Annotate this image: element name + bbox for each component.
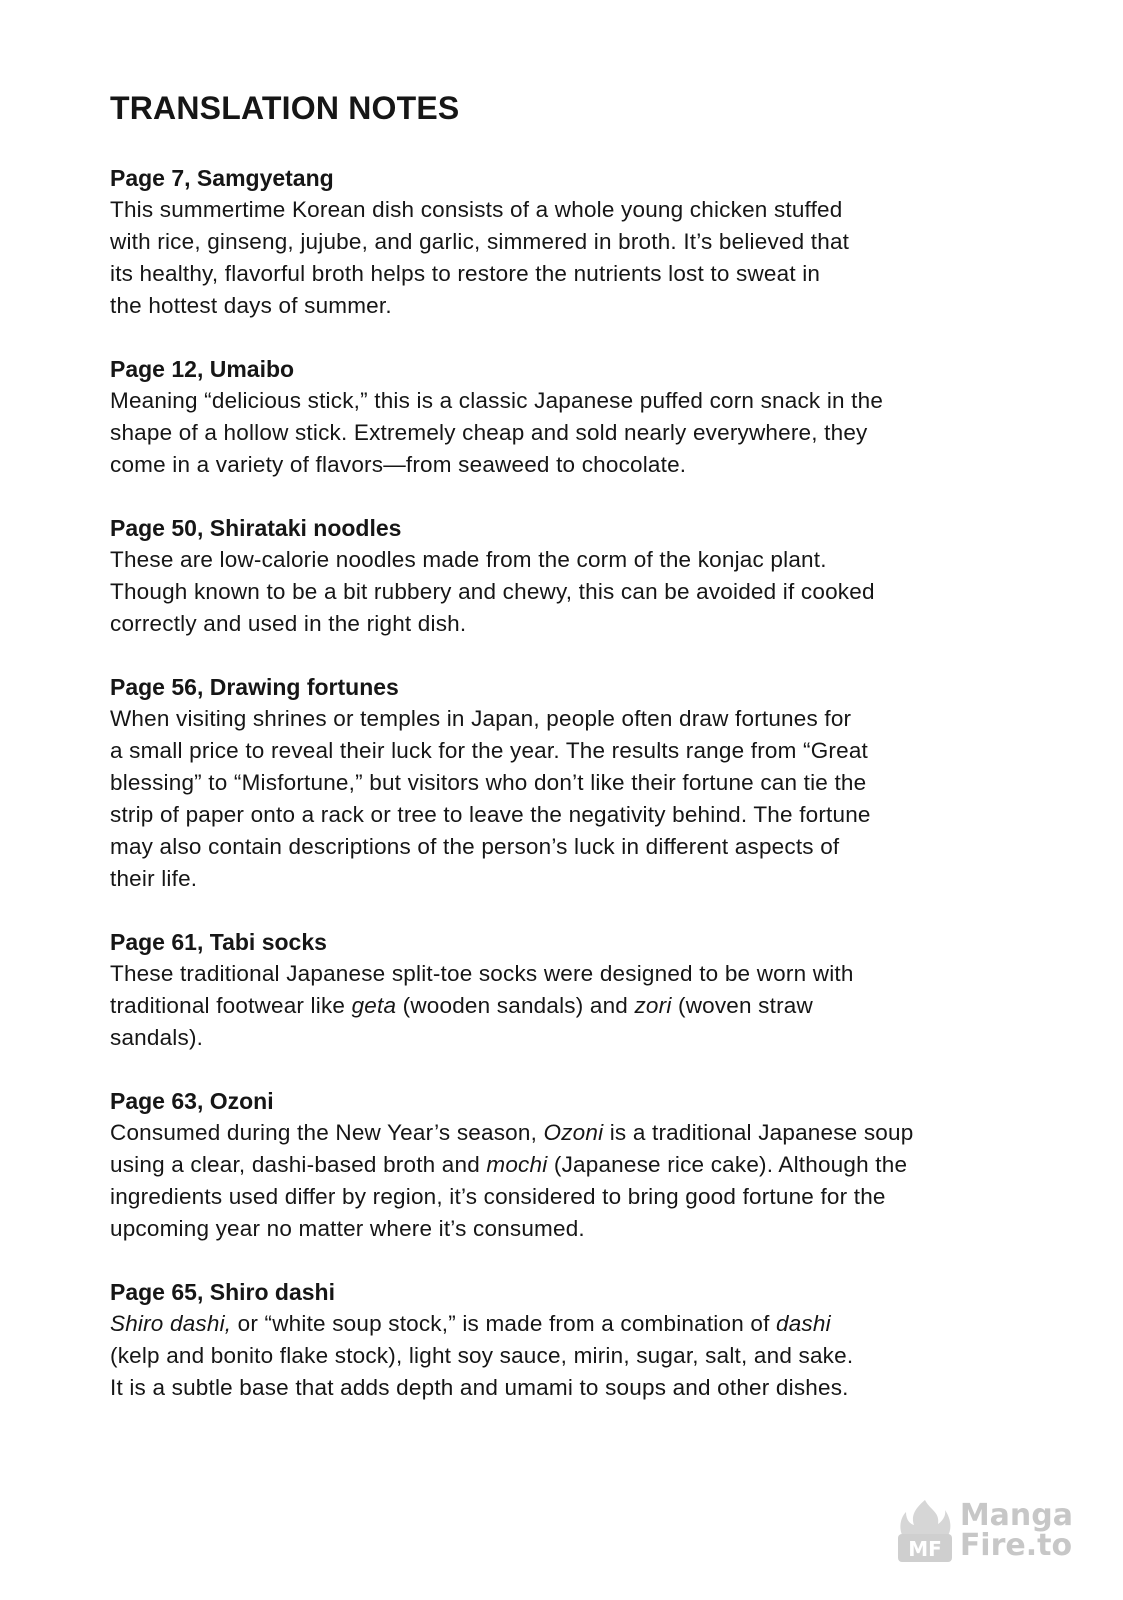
- note-italic-term: mochi: [486, 1152, 548, 1177]
- watermark-line-2: Fire.to: [959, 1528, 1073, 1563]
- note-italic-term: geta: [351, 993, 397, 1018]
- note-body: [110, 194, 1030, 322]
- note-line: may also contain descriptions of the person’s luck in different aspects of: [110, 834, 840, 859]
- note-umaibo: [110, 353, 1030, 481]
- note-tabi-socks: [110, 926, 1030, 1054]
- note-italic-term: zori: [634, 993, 672, 1018]
- note-shirataki-noodles: [110, 512, 1030, 640]
- note-text: (woven straw: [671, 993, 813, 1018]
- note-line: upcoming year no matter where it’s consumed.: [110, 1216, 585, 1241]
- note-heading: Page 50, Shirataki noodles: [110, 515, 402, 541]
- watermark-text: [959, 1498, 1073, 1563]
- note-line: These are low-calorie noodles made from the corm of the konjac plant.: [110, 547, 827, 572]
- watermark-logo-text: MF: [908, 1537, 942, 1561]
- note-ozoni: [110, 1085, 1030, 1245]
- page-title: TRANSLATION NOTES: [110, 90, 460, 126]
- note-heading: Page 7, Samgyetang: [110, 165, 334, 191]
- note-samgyetang: [110, 162, 1030, 322]
- note-text: Consumed during the New Year’s season,: [110, 1120, 544, 1145]
- note-body: [110, 544, 1030, 640]
- note-line: Meaning “delicious stick,” this is a classic Japanese puffed corn snack in the: [110, 388, 884, 413]
- note-text: is a traditional Japanese soup: [603, 1120, 914, 1145]
- note-line: a small price to reveal their luck for the year. The results range from “Great: [110, 738, 868, 763]
- note-heading: Page 65, Shiro dashi: [110, 1279, 335, 1305]
- note-heading: Page 56, Drawing fortunes: [110, 674, 399, 700]
- note-line: their life.: [110, 866, 198, 891]
- note-shiro-dashi: [110, 1276, 1030, 1404]
- mangafire-watermark: [894, 1498, 1073, 1564]
- note-line: Though known to be a bit rubbery and chewy, this can be avoided if cooked: [110, 579, 875, 604]
- note-heading: Page 63, Ozoni: [110, 1088, 274, 1114]
- note-line: These traditional Japanese split-toe socks were designed to be worn with: [110, 961, 854, 986]
- note-body: [110, 703, 1030, 895]
- note-line: It is a subtle base that adds depth and umami to soups and other dishes.: [110, 1375, 849, 1400]
- note-body: [110, 1117, 1030, 1245]
- note-body: [110, 1308, 1030, 1404]
- note-text: using a clear, dashi-based broth and: [110, 1152, 487, 1177]
- note-body: [110, 385, 1030, 481]
- note-italic-term: Shiro dashi,: [110, 1311, 232, 1336]
- note-line: its healthy, flavorful broth helps to restore the nutrients lost to sweat in: [110, 261, 821, 286]
- note-italic-term: dashi: [776, 1311, 831, 1336]
- note-line: sandals).: [110, 1025, 204, 1050]
- note-heading: Page 12, Umaibo: [110, 356, 295, 382]
- note-line: the hottest days of summer.: [110, 293, 392, 318]
- note-line: strip of paper onto a rack or tree to leave the negativity behind. The fortune: [110, 802, 871, 827]
- translation-notes-page: [110, 88, 1030, 1435]
- note-line: This summertime Korean dish consists of a whole young chicken stuffed: [110, 197, 843, 222]
- note-italic-term: Ozoni: [543, 1120, 604, 1145]
- note-text: or “white soup stock,” is made from a combination of: [231, 1311, 776, 1336]
- note-line: (kelp and bonito flake stock), light soy sauce, mirin, sugar, salt, and sake.: [110, 1343, 854, 1368]
- note-line: ingredients used differ by region, it’s considered to bring good fortune for the: [110, 1184, 886, 1209]
- note-line: come in a variety of flavors—from seaweed to chocolate.: [110, 452, 687, 477]
- note-heading: Page 61, Tabi socks: [110, 929, 327, 955]
- note-line: correctly and used in the right dish.: [110, 611, 467, 636]
- note-text: traditional footwear like: [110, 993, 352, 1018]
- note-text: (wooden sandals) and: [396, 993, 635, 1018]
- flame-logo-icon: [894, 1498, 956, 1564]
- note-line: blessing” to “Misfortune,” but visitors who don’t like their fortune can tie the: [110, 770, 867, 795]
- watermark-line-1: Manga: [959, 1498, 1073, 1533]
- note-drawing-fortunes: [110, 671, 1030, 895]
- note-body: [110, 958, 1030, 1054]
- note-line: with rice, ginseng, jujube, and garlic, simmered in broth. It’s believed that: [110, 229, 850, 254]
- note-line: shape of a hollow stick. Extremely cheap and sold nearly everywhere, they: [110, 420, 868, 445]
- note-line: When visiting shrines or temples in Japan, people often draw fortunes for: [110, 706, 852, 731]
- note-text: (Japanese rice cake). Although the: [547, 1152, 908, 1177]
